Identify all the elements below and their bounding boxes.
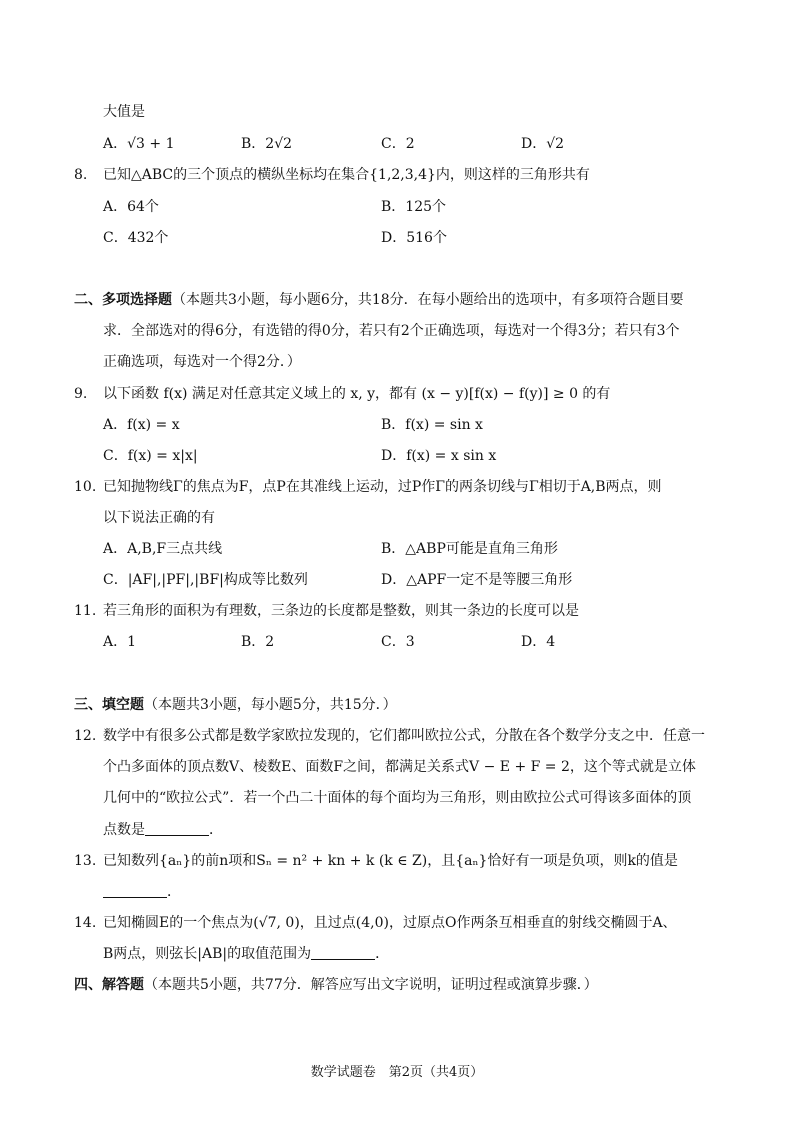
section4-title: 四、解答题 [74,977,144,993]
q8-option-c: C．432个 [103,230,169,246]
q8-option-a: A．64个 [103,199,159,215]
q12-end: ． [209,822,223,838]
q11-option-d: D．4 [521,634,556,650]
q11-option-b: B．2 [241,634,275,650]
section2-header [74,290,684,310]
q14-end: ． [375,946,390,962]
q13-number: 13. [74,853,97,869]
q8-text: 已知△ABC的三个顶点的横纵坐标均在集合{1,2,3,4}内，则这样的三角形共有 [103,167,590,183]
q9-option-a: A．f(x) = x [103,417,180,433]
q10-option-d: D．△APF一定不是等腰三角形 [381,572,573,588]
q9-option-d: D．f(x) = x sin x [381,448,497,464]
q11-option-c: C．3 [381,634,415,650]
q8-option-d: D．516个 [381,230,447,246]
q9-text: 以下函数 f(x) 满足对任意其定义域上的 x, y，都有 (x − y)[f(x) − f(y)] ≥ 0 的有 [103,386,611,402]
q11-option-a: A．1 [103,634,137,650]
q12-text2: 个凸多面体的顶点数V、棱数E、面数F之间，都满足关系式V − E + F = 2，这个等式就是立体 [103,759,696,775]
q10-option-a: A．A,B,F三点共线 [103,541,223,557]
q11-text: 若三角形的面积为有理数，三条边的长度都是整数，则其一条边的长度可以是 [103,603,579,619]
q8-number: 8. [74,167,88,183]
q14-number: 14. [74,915,97,931]
q10-number: 10. [74,479,97,495]
q14-answer-blank[interactable] [311,945,375,960]
section2-desc2: 求．全部选对的得6分，有选错的得0分，若只有2个正确选项，每选对一个得3分；若只有3个 [103,323,680,339]
q8-option-b: B．125个 [381,199,447,215]
q7-option-d: D．√2 [521,136,565,152]
section2-desc3: 正确选项，每选对一个得2分．） [103,354,301,370]
q13-text1: 已知数列{aₙ}的前n项和Sₙ = n² + kn + k (k ∈ Z)，且{aₙ}恰好有一项是负项，则k的值是 [103,853,678,869]
q9-option-c: C．f(x) = x|x| [103,448,198,464]
section3-title: 三、填空题 [74,697,144,713]
section4-desc: （本题共5小题，共77分．解答应写出文字说明，证明过程或演算步骤．） [144,977,598,993]
q10-text1: 已知抛物线Γ的焦点为F，点P在其准线上运动，过P作Γ的两条切线与Γ相切于A,B两点，则 [103,479,662,495]
q14-text2-line [103,944,389,964]
q14-text2: B两点，则弦长|AB|的取值范围为 [103,946,312,962]
section3-header [74,695,397,715]
q7-option-b: B．2√2 [241,136,293,152]
q12-text1: 数学中有很多公式都是数学家欧拉发现的，它们都叫欧拉公式，分散在各个数学分支之中．任意一 [103,728,705,744]
q10-option-b: B．△ABP可能是直角三角形 [381,541,558,557]
section3-desc: （本题共3小题，每小题5分，共15分．） [144,697,397,713]
q9-number: 9. [74,386,88,402]
q12-number: 12. [74,728,97,744]
q12-text3: 几何中的“欧拉公式”．若一个凸二十面体的每个面均为三角形，则由欧拉公式可得该多面体的顶 [103,790,692,806]
q14-text1: 已知椭圆E的一个焦点为(√7, 0)，且过点(4,0)，过原点O作两条互相垂直的射线交椭圆于A、 [103,915,677,931]
q13-answer-line [103,882,181,902]
q7-tail: 大值是 [103,104,145,120]
q10-option-c: C．|AF|,|PF|,|BF|构成等比数列 [103,572,308,588]
q9-option-b: B．f(x) = sin x [381,417,483,433]
q10-text2: 以下说法正确的有 [103,510,215,526]
q12-text4-line [103,820,223,840]
q12-answer-blank[interactable] [145,821,209,836]
page-footer: 数学试题卷 第2页（共4页） [310,1065,484,1080]
section2-desc1: （本题共3小题，每小题6分，共18分．在每小题给出的选项中，有多项符合题目要 [172,292,684,308]
q13-end: ． [167,884,181,900]
q11-number: 11. [74,603,97,619]
q7-option-c: C．2 [381,136,415,152]
section2-title: 二、多项选择题 [74,292,172,308]
q13-answer-blank[interactable] [103,883,167,898]
section4-header [74,975,598,995]
q7-option-a: A．√3 + 1 [103,136,175,152]
q12-text4: 点数是 [103,822,145,838]
